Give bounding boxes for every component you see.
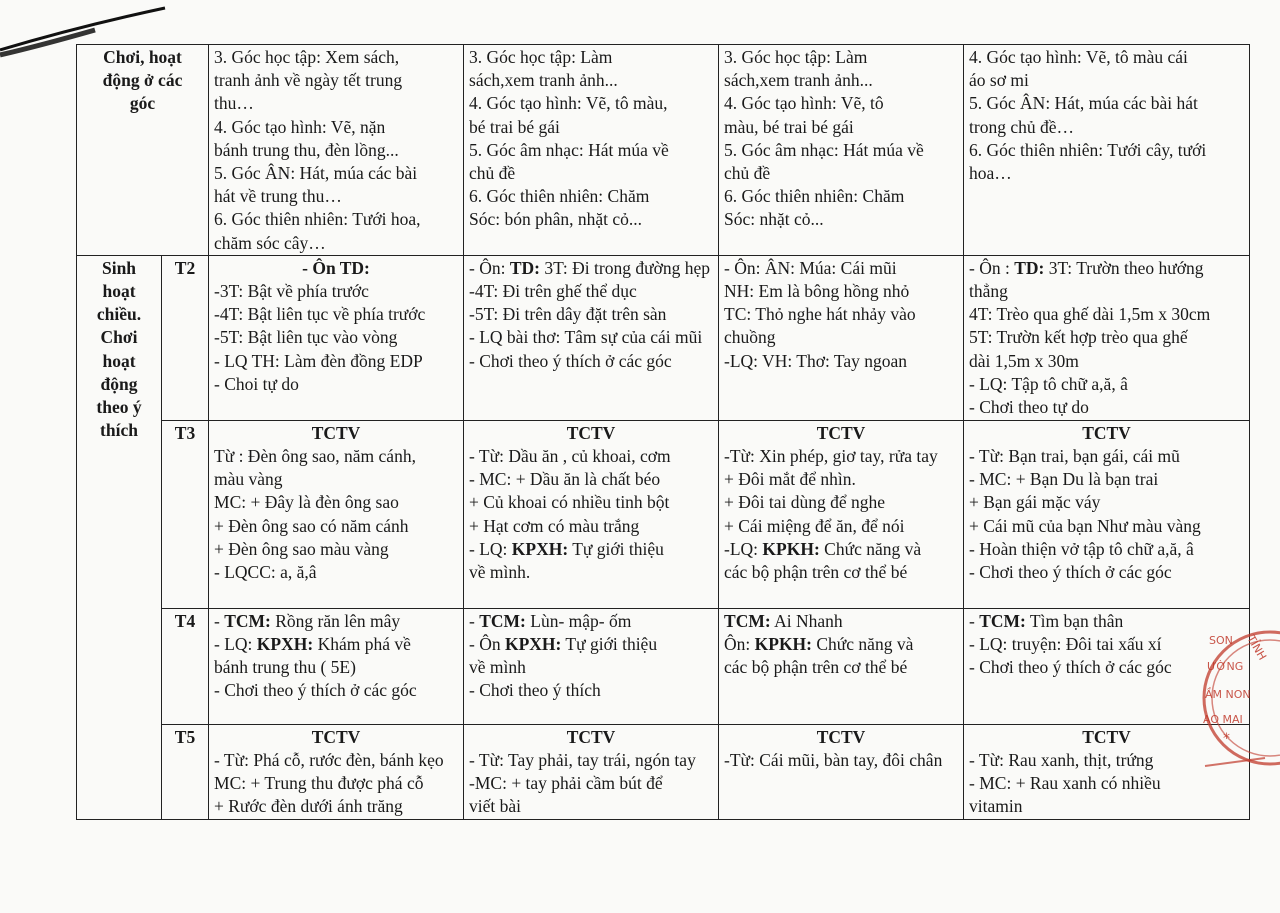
cell-line: sách,xem tranh ảnh... [469, 70, 618, 91]
cell-line: - Ôn: TD: 3T: Đi trong đường hẹp [469, 257, 710, 278]
cell-line: - TCM: Rồng răn lên mây [214, 610, 401, 631]
cell-line: - LQ bài thơ: Tâm sự của cái mũi [469, 327, 703, 348]
cell-line: TCTV [566, 422, 616, 443]
table-row-corner-activities [77, 45, 1250, 256]
day-label: T3 [162, 420, 209, 608]
cell-line: - Chơi theo tự do [969, 397, 1089, 418]
cell-line: -4T: Bật liên tục về phía trước [214, 304, 426, 325]
cell-line: 4. Góc tạo hình: Vẽ, nặn [214, 116, 386, 137]
table-cell [964, 420, 1250, 608]
cell-line: -MC: + tay phải cầm bút để [469, 773, 663, 794]
cell-line: -Từ: Xin phép, giơ tay, rửa tay [724, 446, 938, 467]
cell-line: màu, bé trai bé gái [724, 116, 854, 137]
row-heading-corner-play [77, 45, 209, 256]
svg-text:TỈNH: TỈNH [1244, 633, 1269, 663]
cell-line: -LQ: KPKH: Chức năng và [724, 538, 922, 559]
table-cell [209, 45, 464, 256]
section-line: Chơi [100, 327, 138, 348]
table-cell [964, 608, 1250, 724]
cell-line: tranh ảnh về ngày tết trung [214, 70, 403, 91]
cell-line: TCTV [816, 726, 866, 747]
cell-line: NH: Em là bông hồng nhỏ [724, 281, 910, 302]
day-label: T2 [162, 255, 209, 420]
cell-line: bánh trung thu, đèn lồng... [214, 139, 399, 160]
cell-line: - MC: + Rau xanh có nhiều [969, 773, 1161, 794]
cell-line: -Từ: Cái mũi, bàn tay, đôi chân [724, 750, 943, 771]
cell-line: - LQ: truyện: Đôi tai xấu xí [969, 634, 1162, 655]
cell-line: -3T: Bật về phía trước [214, 281, 369, 302]
section-line: thích [100, 420, 138, 441]
cell-line: TC: Thỏ nghe hát nhảy vào [724, 304, 916, 325]
day-label: T5 [162, 724, 209, 819]
cell-line: về mình. [469, 562, 531, 583]
cell-line: các bộ phận trên cơ thể bé [724, 657, 908, 678]
cell-line: + Cái mũ của bạn Như màu vàng [969, 515, 1201, 536]
cell-line: trong chủ đề… [969, 116, 1074, 137]
cell-line: 3. Góc học tập: Xem sách, [214, 47, 400, 67]
cell-line: + Cái miệng để ăn, để nói [724, 515, 905, 536]
cell-line: - Ôn : TD: 3T: Trườn theo hướng [969, 257, 1204, 278]
section-line: chiều. [96, 304, 142, 325]
svg-text:SON: SON [1209, 634, 1233, 647]
table-row-day-t2 [77, 255, 1250, 420]
cell-line: chủ đề [469, 163, 516, 184]
cell-line: + Đèn ông sao màu vàng [214, 538, 389, 559]
table-cell [719, 420, 964, 608]
cell-line: 4. Góc tạo hình: Vẽ, tô [724, 93, 884, 114]
cell-line: Sóc: nhặt cỏ... [724, 209, 824, 230]
svg-text:ẦM NON: ẦM NON [1205, 688, 1251, 701]
cell-line: - Từ: Tay phải, tay trái, ngón tay [469, 750, 696, 771]
cell-line: vitamin [969, 796, 1023, 817]
cell-line: Sóc: bón phân, nhặt cỏ... [469, 209, 643, 230]
cell-line: - MC: + Bạn Du là bạn trai [969, 469, 1159, 490]
cell-line: - Hoàn thiện vở tập tô chữ a,ă, â [969, 538, 1194, 559]
cell-line: + Đôi tai dùng để nghe [724, 492, 886, 513]
cell-line: màu vàng [214, 469, 283, 490]
cell-line: -4T: Đi trên ghế thể dục [469, 281, 637, 302]
cell-line: 4. Góc tạo hình: Vẽ, tô màu cái [969, 47, 1188, 67]
cell-line: chăm sóc cây… [214, 232, 326, 253]
cell-line: - Từ: Rau xanh, thịt, trứng [969, 750, 1154, 771]
cell-line: TCTV [566, 726, 616, 747]
cell-line: áo sơ mi [969, 70, 1029, 91]
section-line: hoạt [102, 350, 136, 371]
table-cell [209, 608, 464, 724]
table-row-day-t3 [77, 420, 1250, 608]
cell-line: - TCM: Lùn- mập- ốm [469, 610, 632, 631]
cell-line: 3. Góc học tập: Làm [724, 47, 868, 67]
cell-line: Ôn: KPKH: Chức năng và [724, 634, 914, 655]
cell-line: TCTV [311, 422, 361, 443]
cell-line: 5. Góc âm nhạc: Hát múa về [724, 139, 924, 160]
cell-line: TCM: Ai Nhanh [724, 610, 843, 631]
table-cell [209, 724, 464, 819]
cell-line: bé trai bé gái [469, 116, 560, 137]
heading-line: Chơi, hoạt [103, 47, 182, 67]
cell-line: bánh trung thu ( 5E) [214, 657, 356, 678]
cell-line: MC: + Đây là đèn ông sao [214, 492, 399, 513]
cell-line: - Choi tự do [214, 373, 299, 394]
cell-line: 4T: Trèo qua ghế dài 1,5m x 30cm [969, 304, 1211, 325]
cell-line: -LQ: VH: Thơ: Tay ngoan [724, 350, 908, 371]
table-cell [464, 420, 719, 608]
table-cell [964, 45, 1250, 256]
table-cell [464, 724, 719, 819]
cell-line: - Chơi theo ý thích ở các góc [469, 350, 672, 371]
heading-line: động ở các [102, 70, 183, 91]
svg-text:ƯỜNG: ƯỜNG [1207, 660, 1244, 673]
svg-text:AO MAI: AO MAI [1203, 713, 1243, 726]
cell-line: TCTV [311, 726, 361, 747]
cell-line: viết bài [469, 796, 522, 817]
cell-line: - Chơi theo ý thích ở các góc [214, 680, 417, 701]
cell-line: - Ôn: ÂN: Múa: Cái mũi [724, 257, 897, 278]
table-cell [964, 724, 1250, 819]
cell-line: 3. Góc học tập: Làm [469, 47, 613, 67]
cell-line: - Chơi theo ý thích ở các góc [969, 657, 1172, 678]
cell-line: - Từ: Phá cỗ, rước đèn, bánh kẹo [214, 750, 444, 771]
cell-line: hát về trung thu… [214, 186, 342, 207]
cell-line: 6. Góc thiên nhiên: Tưới cây, tưới [969, 139, 1207, 160]
cell-line: -5T: Đi trên dây đặt trên sàn [469, 304, 667, 325]
cell-line: 5T: Trườn kết hợp trèo qua ghế [969, 327, 1188, 348]
cell-line: MC: + Trung thu được phá cỗ [214, 773, 424, 794]
cell-line: - LQ TH: Làm đèn đồng EDP [214, 350, 423, 371]
cell-line: - Từ: Dầu ăn , củ khoai, cơm [469, 446, 671, 467]
svg-text:*: * [1223, 731, 1230, 747]
cell-line: + Rước đèn dưới ánh trăng [214, 796, 403, 817]
cell-line: - TCM: Tìm bạn thân [969, 610, 1124, 631]
cell-line: -5T: Bật liên tục vào vòng [214, 327, 398, 348]
cell-line: các bộ phận trên cơ thể bé [724, 562, 908, 583]
cell-line: thu… [214, 93, 254, 114]
section-line: hoạt [102, 281, 136, 302]
cell-line: - LQ: KPXH: Tự giới thiệu [469, 538, 664, 559]
section-line: động [100, 373, 138, 394]
cell-line: - Chơi theo ý thích ở các góc [969, 562, 1172, 583]
table-cell [964, 255, 1250, 420]
cell-line: + Đèn ông sao có năm cánh [214, 515, 409, 536]
cell-line: - Ôn KPXH: Tự giới thiệu [469, 634, 658, 655]
table-cell [719, 255, 964, 420]
cell-line: sách,xem tranh ảnh... [724, 70, 873, 91]
cell-line: - MC: + Dầu ăn là chất béo [469, 469, 661, 490]
day-label: T4 [162, 608, 209, 724]
table-cell [209, 420, 464, 608]
cell-line: + Củ khoai có nhiều tinh bột [469, 492, 670, 513]
cell-line: dài 1,5m x 30m [969, 350, 1079, 371]
heading-line: góc [129, 93, 156, 114]
cell-line: TCTV [1082, 422, 1131, 443]
table-row-day-t5 [77, 724, 1250, 819]
section-line: theo ý [96, 397, 142, 418]
cell-line: Từ : Đèn ông sao, năm cánh, [214, 446, 416, 467]
cell-line: - Chơi theo ý thích [469, 680, 601, 701]
section-line: Sinh [101, 257, 137, 278]
table-cell [719, 45, 964, 256]
cell-line: thẳng [969, 281, 1008, 302]
cell-line: 6. Góc thiên nhiên: Chăm [724, 186, 905, 207]
cell-line: - Ôn TD: [302, 257, 370, 278]
table-cell [464, 608, 719, 724]
table-cell [464, 45, 719, 256]
cell-line: - LQ: KPXH: Khám phá về [214, 634, 411, 655]
table-cell [209, 255, 464, 420]
cell-line: 5. Góc ÂN: Hát, múa các bài [214, 163, 418, 184]
cell-line: 5. Góc âm nhạc: Hát múa về [469, 139, 669, 160]
cell-line: 4. Góc tạo hình: Vẽ, tô màu, [469, 93, 668, 114]
cell-line: + Hạt cơm có màu trắng [469, 515, 640, 536]
cell-line: hoa… [969, 163, 1012, 184]
cell-line: TCTV [1082, 726, 1131, 747]
activity-plan-table [76, 44, 1250, 820]
cell-line: về mình [469, 657, 526, 678]
cell-line: - Từ: Bạn trai, bạn gái, cái mũ [969, 446, 1180, 467]
table-cell [719, 608, 964, 724]
table-cell [464, 255, 719, 420]
cell-line: + Đôi mắt để nhìn. [724, 469, 856, 490]
table-row-day-t4 [77, 608, 1250, 724]
table-cell [719, 724, 964, 819]
cell-line: + Bạn gái mặc váy [969, 492, 1101, 513]
cell-line: chủ đề [724, 163, 771, 184]
cell-line: TCTV [816, 422, 866, 443]
cell-line: 5. Góc ÂN: Hát, múa các bài hát [969, 93, 1198, 114]
cell-line: 6. Góc thiên nhiên: Tưới hoa, [214, 209, 421, 230]
cell-line: - LQCC: a, ă,â [214, 562, 317, 583]
cell-line: chuồng [724, 327, 776, 348]
cell-line: 6. Góc thiên nhiên: Chăm [469, 186, 650, 207]
cell-line: - LQ: Tập tô chữ a,ă, â [969, 373, 1128, 394]
section-heading-afternoon [77, 255, 162, 819]
